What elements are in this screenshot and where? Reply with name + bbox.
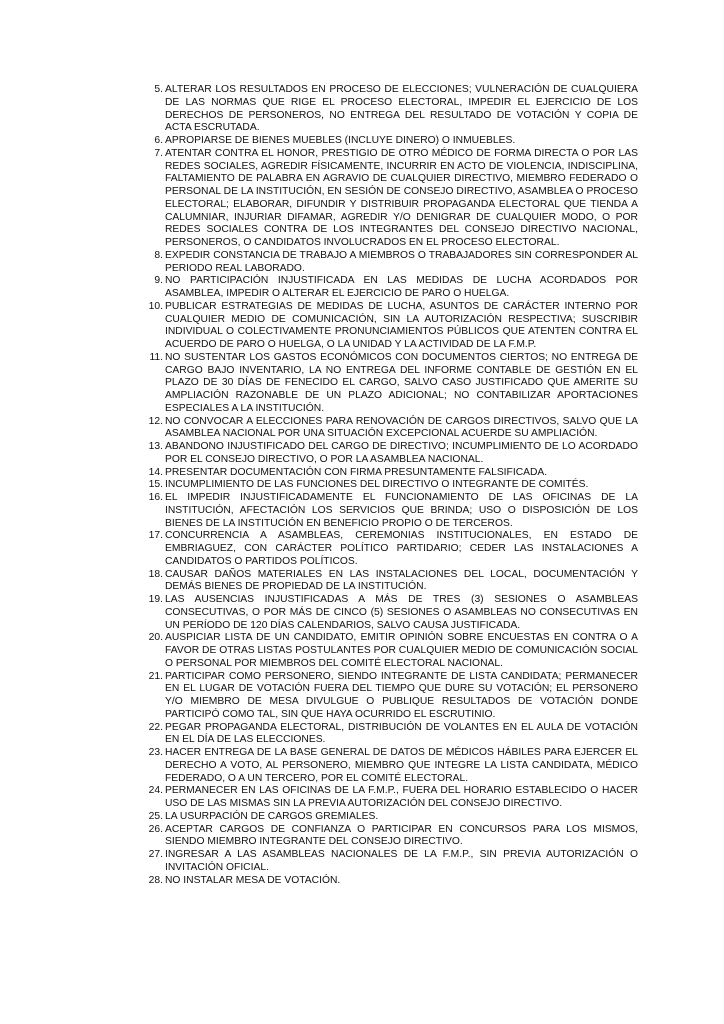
list-item-number: 11. bbox=[149, 351, 163, 363]
list-item-text: PRESENTAR DOCUMENTACIÓN CON FIRMA PRESUNTAMENTE FALSIFICADA. bbox=[165, 466, 548, 478]
list-item-text: NO SUSTENTAR LOS GASTOS ECONÓMICOS CON DOCUMENTOS CIERTOS; NO ENTREGA DE CARGO BAJO INVENTARIO, LA NO ENTREGA DEL INFORME CONTABLE DE GESTIÓN EN EL PLAZO DE 30 DÍAS DE FENECIDO EL CARGO, SALVO CASO JUSTIFICADO QUE AMERITE SU AMPLIACIÓN RAZONABLE DE UN PLAZO ADICIONAL; NO CONTABILIZAR APORTACIONES ESPECIALES A LA INSTITUCIÓN. bbox=[165, 351, 638, 414]
list-item-number: 13. bbox=[148, 441, 163, 452]
list-item bbox=[141, 824, 638, 850]
list-item-number: 25. bbox=[148, 810, 163, 822]
list-item-text: PARTICIPAR COMO PERSONERO, SIENDO INTEGRANTE DE LISTA CANDIDATA; PERMANECER EN EL LUGAR DE VOTACIÓN FUERA DEL TIEMPO QUE DURE SU VOTACIÓN; EL PERSONERO Y/O MIEMBRO DE MESA DIVULGUE O PUBLIQUE RESULTADOS DE VOTACIÓN DONDE PARTICIPÓ COMO TAL, SIN QUE HAYA OCURRIDO EL ESCRUTINIO. bbox=[165, 670, 638, 720]
list-item-number: 26. bbox=[148, 823, 163, 835]
list-item bbox=[141, 530, 638, 568]
list-item-number: 12. bbox=[148, 415, 163, 427]
list-item bbox=[141, 84, 638, 135]
list-item-text: PERMANECER EN LAS OFICINAS DE LA F.M.P., FUERA DEL HORARIO ESTABLECIDO O HACER USO DE LAS MISMAS SIN LA PREVIA AUTORIZACIÓN DEL CONSEJO DIRECTIVO. bbox=[165, 785, 638, 809]
list-item-number: 24. bbox=[148, 785, 163, 797]
list-item bbox=[141, 250, 638, 276]
list-item-text: LAS AUSENCIAS INJUSTIFICADAS A MÁS DE TRES (3) SESIONES O ASAMBLEAS CONSECUTIVAS, O POR MÁS DE CINCO (5) SESIONES O ASAMBLEAS NO CONSECUTIVAS EN UN PERÍODO DE 120 DÍAS CALENDARIOS, SALVO CAUSA JUSTIFICADA. bbox=[165, 594, 638, 631]
list-item-text: PUBLICAR ESTRATEGIAS DE MEDIDAS DE LUCHA, ASUNTOS DE CARÁCTER INTERNO POR CUALQUIER MEDIO DE COMUNICACIÓN, SIN LA AUTORIZACIÓN RESPECTIVA; SUSCRIBIR INDIVIDUAL O COLECTIVAMENTE PRONUNCIAMIENTOS PÚBLICOS QUE ATENTEN CONTRA EL ACUERDO DE PARO O HUELGA, O LA UNIDAD Y LA ACTIVIDAD DE LA F.M.P. bbox=[165, 300, 638, 350]
list-item-text: CONCURRENCIA A ASAMBLEAS, CEREMONIAS INSTITUCIONALES, EN ESTADO DE EMBRIAGUEZ, CON CARÁCTER POLÍTICO PARTIDARIO; CEDER LAS INSTALACIONES A CANDIDATOS O PARTIDOS POLÍTICOS. bbox=[165, 530, 638, 567]
list-item bbox=[141, 632, 638, 670]
list-item-text: ALTERAR LOS RESULTADOS EN PROCESO DE ELECCIONES; VULNERACIÓN DE CUALQUIERA DE LAS NORMAS QUE RIGE EL PROCESO ELECTORAL, IMPEDIR EL EJERCICIO DE LOS DERECHOS DE PERSONEROS, NO ENTREGA DEL RESULTADO DE VOTACIÓN Y COPIA DE ACTA ESCRUTADA. bbox=[165, 84, 638, 134]
list-item-number: 28. bbox=[148, 874, 163, 886]
list-item-text: INGRESAR A LAS ASAMBLEAS NACIONALES DE LA F.M.P., SIN PREVIA AUTORIZACIÓN O INVITACIÓN OFICIAL. bbox=[165, 849, 638, 873]
list-item-number: 22. bbox=[148, 721, 163, 733]
list-item bbox=[141, 722, 638, 748]
list-item-text: LA USURPACIÓN DE CARGOS GREMIALES. bbox=[165, 810, 379, 822]
list-item-text: INCUMPLIMIENTO DE LAS FUNCIONES DEL DIRECTIVO O INTEGRANTE DE COMITÉS. bbox=[165, 479, 589, 491]
list-item bbox=[141, 569, 638, 595]
list-item-text: EXPEDIR CONSTANCIA DE TRABAJO A MIEMBROS O TRABAJADORES SIN CORRESPONDER AL PERIODO REAL LABORADO. bbox=[165, 249, 638, 274]
list-item-number: 19. bbox=[148, 594, 163, 605]
list-item bbox=[141, 747, 638, 785]
list-item-text: AUSPICIAR LISTA DE UN CANDIDATO, EMITIR OPINIÓN SOBRE ENCUESTAS EN CONTRA O A FAVOR DE OTRAS LISTAS POSTULANTES POR CUALQUIER MEDIO DE COMUNICACIÓN SOCIAL O PERSONAL POR MIEMBROS DEL COMITÉ ELECTORAL NACIONAL. bbox=[165, 632, 638, 669]
list-item-number: 10. bbox=[148, 300, 163, 312]
list-item bbox=[141, 416, 638, 442]
list-item-text: ACEPTAR CARGOS DE CONFIANZA O PARTICIPAR EN CONCURSOS PARA LOS MISMOS, SIENDO MIEMBRO INTEGRANTE DEL CONSEJO DIRECTIVO. bbox=[165, 823, 638, 848]
list-item-text: ABANDONO INJUSTIFICADO DEL CARGO DE DIRECTIVO; INCUMPLIMIENTO DE LO ACORDADO POR EL CONSEJO DIRECTIVO, O POR LA ASAMBLEA NACIONAL. bbox=[165, 441, 638, 465]
list-item-text: ATENTAR CONTRA EL HONOR, PRESTIGIO DE OTRO MÉDICO DE FORMA DIRECTA O POR LAS REDES SOCIALES, AGREDIR FÍSICAMENTE, INCURRIR EN ACTO DE VIOLENCIA, INDISCIPLINA, FALTAMIENTO DE PALABRA EN AGRAVIO DE CUALQUIER DIRECTIVO, MIEMBRO FEDERADO O PERSONAL DE LA INSTITUCIÓN, EN SESIÓN DE CONSEJO DIRECTIVO, ASAMBLEA O PROCESO ELECTORAL; ELABORAR, DIFUNDIR Y DISTRIBUIR PROPAGANDA ELECTORAL QUE TIENDA A CALUMNIAR, INJURIAR DIFAMAR, AGREDIR Y/O DENIGRAR DE CUALQUIER MODO, O POR REDES SOCIALES CONTRA DE LOS INTEGRANTES DEL CONSEJO DIRECTIVO NACIONAL, PERSONEROS, O CANDIDATOS INVOLUCRADOS EN EL PROCESO ELECTORAL. bbox=[165, 147, 638, 248]
list-item-number: 21. bbox=[148, 670, 163, 682]
list-item bbox=[141, 849, 638, 875]
list-item-number: 27. bbox=[148, 849, 163, 860]
list-item bbox=[141, 479, 638, 492]
list-item-number: 20. bbox=[148, 632, 163, 644]
list-item bbox=[141, 148, 638, 250]
list-item bbox=[141, 352, 638, 416]
list-item bbox=[141, 135, 638, 148]
list-item bbox=[141, 785, 638, 811]
list-item bbox=[141, 301, 638, 352]
list-item-text: EL IMPEDIR INJUSTIFICADAMENTE EL FUNCIONAMIENTO DE LAS OFICINAS DE LA INSTITUCIÓN, AFECTACIÓN LOS SERVICIOS QUE BRINDA; USO O DISPOSICIÓN DE LOS BIENES DE LA INSTITUCIÓN EN BENEFICIO PROPIO O DE TERCEROS. bbox=[165, 492, 638, 529]
list-item-number: 6. bbox=[154, 135, 163, 146]
list-item-number: 16. bbox=[148, 492, 163, 503]
prohibitions-list bbox=[141, 84, 638, 887]
list-item-number: 15. bbox=[148, 479, 163, 491]
list-item-text: CAUSAR DAÑOS MATERIALES EN LAS INSTALACIONES DEL LOCAL, DOCUMENTACIÓN Y DEMÁS BIENES DE PROPIEDAD DE LA INSTITUCIÓN. bbox=[165, 568, 638, 593]
list-item bbox=[141, 492, 638, 530]
list-item-number: 9. bbox=[154, 275, 163, 287]
list-item-text: PEGAR PROPAGANDA ELECTORAL, DISTRIBUCIÓN DE VOLANTES EN EL AULA DE VOTACIÓN EN EL DÍA DE LAS ELECCIONES. bbox=[165, 721, 638, 746]
list-item-text: APROPIARSE DE BIENES MUEBLES (INCLUYE DINERO) O INMUEBLES. bbox=[165, 135, 516, 146]
list-item bbox=[141, 594, 638, 632]
list-item bbox=[141, 811, 638, 824]
list-item-number: 18. bbox=[148, 568, 163, 580]
list-item-text: HACER ENTREGA DE LA BASE GENERAL DE DATOS DE MÉDICOS HÁBILES PARA EJERCER EL DERECHO A VOTO, AL PERSONERO, MIEMBRO QUE INTEGRE LA LISTA CANDIDATA, MÉDICO FEDERADO, O A UN TERCERO, POR EL COMITÉ ELECTORAL. bbox=[165, 747, 638, 784]
list-item-text: NO INSTALAR MESA DE VOTACIÓN. bbox=[165, 874, 341, 886]
list-item-number: 17. bbox=[148, 530, 163, 542]
list-item bbox=[141, 671, 638, 722]
list-item-number: 14. bbox=[148, 466, 163, 478]
list-item bbox=[141, 275, 638, 301]
list-item bbox=[141, 467, 638, 480]
list-item-text: NO PARTICIPACIÓN INJUSTIFICADA EN LAS MEDIDAS DE LUCHA ACORDADOS POR ASAMBLEA, IMPEDIR O ALTERAR EL EJERCICIO DE PARO O HUELGA. bbox=[165, 275, 638, 299]
list-item bbox=[141, 441, 638, 467]
list-item-number: 23. bbox=[148, 747, 163, 758]
list-item-number: 8. bbox=[154, 249, 163, 261]
list-item bbox=[141, 875, 638, 888]
list-item-number: 5. bbox=[154, 84, 163, 95]
list-item-number: 7. bbox=[154, 147, 163, 159]
list-item-text: NO CONVOCAR A ELECCIONES PARA RENOVACIÓN DE CARGOS DIRECTIVOS, SALVO QUE LA ASAMBLEA NACIONAL POR UNA SITUACIÓN EXCEPCIONAL ACUERDE SU AMPLIACIÓN. bbox=[165, 415, 638, 440]
